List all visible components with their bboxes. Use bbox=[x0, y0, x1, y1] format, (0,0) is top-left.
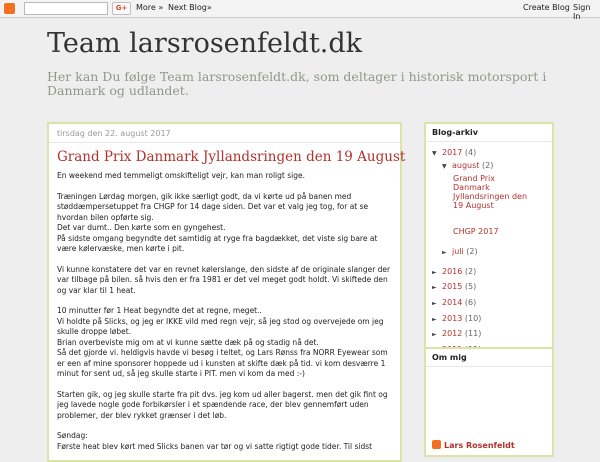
next-blog-link[interactable]: Next Blog» bbox=[168, 3, 212, 12]
post-paragraph: Søndag: Første heat blev kørt med Slicks banen var tør og vi satte rigtigt gode tider. Til sidst bbox=[57, 431, 373, 451]
blogger-navbar bbox=[0, 0, 600, 21]
post-paragraph: En weekend med temmeligt omskifteligt vejr, kan man roligt sige. bbox=[57, 171, 305, 180]
blogger-profile-icon bbox=[432, 440, 441, 449]
archive-title: Blog-arkiv bbox=[432, 128, 479, 137]
blog-description: Her kan Du følge Team larsrosenfeldt.dk, som deltager i historisk motorsport i Danmark og udlandet. bbox=[47, 69, 547, 98]
blog-archive-widget bbox=[424, 122, 554, 360]
post-paragraph: 10 minutter før 1 Heat begyndte det at regne, meget.. Vi holdte på Slicks, og jeg er IKKE vild med regn vejr, så jeg stod og overvejede om jeg skulle droppe løbet. Brian overbeviste mig om at vi kunne sætte dæk på og stadig nå det. Så det gjorde vi. heldigvis havde vi besøg i teltet, og Lars Rønss fra NORR Eyewear som er een af mine sponsorer hoppede ud i kunsten at skifte dæk på tid. vi kom desværre 1 minut for sent ud, så jeg skulle starte i PIT. men vi kom da med :-) bbox=[57, 306, 388, 378]
about-me-widget bbox=[424, 347, 554, 457]
archive-year-2013[interactable]: ► 2013 (10) bbox=[432, 314, 482, 323]
search-input[interactable] bbox=[24, 2, 108, 15]
post-container bbox=[47, 122, 406, 462]
divider bbox=[426, 141, 552, 142]
toggle-icon[interactable]: ► bbox=[432, 331, 437, 338]
archive-post-link[interactable]: Grand Prix Danmark Jyllandsringen den 19 August bbox=[453, 174, 528, 210]
post-paragraph: Vi kunne konstatere det var en revnet kølerslange, den sidste af de originale slanger der var tilbage på bilen. så hvis den er fra 1981 er det vel meget godt holdt. Vi skiftede den og var klar til 1 heat. bbox=[57, 264, 391, 295]
archive-month-juli[interactable]: ► juli (2) bbox=[442, 247, 478, 256]
toggle-icon[interactable]: ▼ bbox=[432, 150, 437, 157]
post-title[interactable]: Grand Prix Danmark Jyllandsringen den 19 August bbox=[57, 149, 406, 165]
post-paragraph: Starten gik, og jeg skulle starte fra pit dvs. jeg kom ud aller bagerst. men det gik fint og jeg lavede nogle gode forbikørsler i et spændende race, der blev gennemført uden problemer, der blev rykket grænser i det løb. bbox=[57, 389, 388, 420]
archive-year-2016[interactable]: ► 2016 (2) bbox=[432, 267, 477, 276]
blog-title[interactable]: Team larsrosenfeldt.dk bbox=[47, 28, 363, 59]
toggle-icon[interactable]: ► bbox=[432, 316, 437, 323]
post-body bbox=[57, 171, 397, 462]
toggle-icon[interactable]: ► bbox=[432, 269, 437, 276]
divider bbox=[49, 142, 400, 143]
create-blog-link[interactable]: Create Blog bbox=[523, 3, 570, 12]
toggle-icon[interactable]: ▼ bbox=[442, 163, 447, 170]
blogger-logo-icon[interactable] bbox=[4, 3, 15, 14]
archive-month-august[interactable]: ▼ august (2) bbox=[442, 161, 494, 170]
sign-in-link[interactable]: Sign In bbox=[573, 3, 591, 21]
toggle-icon[interactable]: ► bbox=[442, 249, 447, 256]
more-menu-button[interactable]: More » bbox=[136, 3, 164, 12]
toggle-icon[interactable]: ► bbox=[432, 300, 437, 307]
divider bbox=[426, 366, 552, 367]
post-paragraph: Træningen Lørdag morgen, gik ikke særligt godt, da vi kørte ud på banen med støddæmpersetuppet fra CHGP for 14 dage siden. Det var et valg jeg tog, for at se hvordan bilen opførte sig. Det var dumt.. Den kørte som en gyngehest. På sidste omgang begyndte det samtidig at ryge fra bagdækket, det viste sig bare at være kølervæske, men kørte i pit. bbox=[57, 191, 378, 253]
archive-year-2012[interactable]: ► 2012 (11) bbox=[432, 329, 482, 338]
author-link[interactable]: Lars Rosenfeldt bbox=[432, 440, 515, 450]
archive-post-link[interactable]: CHGP 2017 bbox=[453, 227, 499, 236]
archive-year-2014[interactable]: ► 2014 (6) bbox=[432, 298, 477, 307]
google-plus-button[interactable]: G+ bbox=[112, 2, 131, 15]
archive-year-2017[interactable]: ▼ 2017 (4) bbox=[432, 148, 477, 157]
archive-year-2015[interactable]: ► 2015 (5) bbox=[432, 282, 477, 291]
toggle-icon[interactable]: ► bbox=[432, 284, 437, 291]
post-date: tirsdag den 22. august 2017 bbox=[57, 129, 171, 138]
about-title: Om mig bbox=[432, 353, 467, 362]
